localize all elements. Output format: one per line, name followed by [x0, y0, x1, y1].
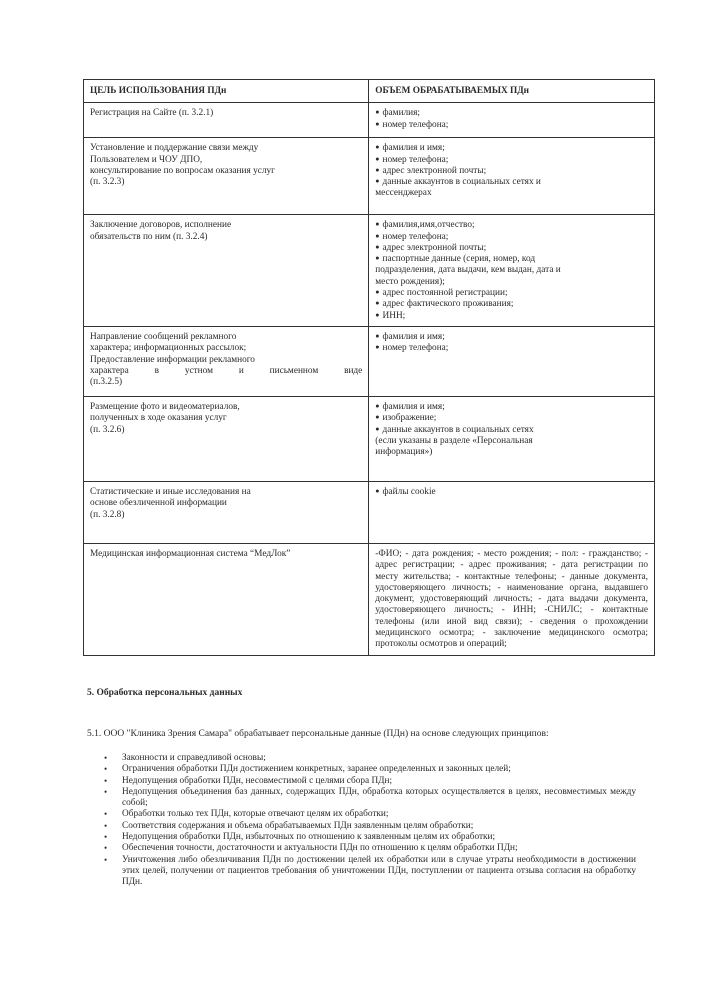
data-item: ● фамилия и имя; — [375, 402, 648, 413]
purpose-line: Установление и поддержание связи между — [90, 143, 259, 154]
purpose-line: (п. 3.2.8) — [90, 509, 125, 520]
purpose-line: (п. 3.2.6) — [90, 424, 125, 435]
purpose-line: Направление сообщений рекламного — [90, 331, 237, 342]
data-item: ● номер телефона; — [375, 120, 648, 131]
table-row — [84, 215, 655, 327]
data-item: ● фамилия,имя,отчество; — [375, 220, 648, 231]
purpose-line: Медицинская информационная система “МедЛок” — [90, 548, 291, 559]
purpose-line: характера в устном и письменном виде — [90, 365, 363, 376]
purpose-cell — [84, 138, 369, 215]
purpose-line: (п.3.2.5) — [90, 377, 123, 388]
section-intro: 5.1. ООО "Клиника Зрения Самара" обрабатывает персональные данные (ПДн) на основе следующих принципов: — [87, 729, 549, 739]
data-item: ● паспортные данные (серия, номер, код подразделения, дата выдачи, кем выдан, дата и место рождения); — [375, 254, 565, 288]
purpose-line: характера; информационных рассылок; — [90, 343, 247, 354]
data-item: ● фамилия и имя; — [375, 143, 648, 154]
purpose-cell — [84, 215, 369, 327]
bullet-icon: • — [104, 775, 108, 786]
data-item: ● изображение; — [375, 413, 648, 424]
data-item: ● фамилия и имя; — [375, 332, 648, 343]
data-item: ● номер телефона; — [375, 155, 648, 166]
data-item: ● данные аккаунтов в социальных сетях и мессенджерах — [375, 177, 555, 200]
list-item: • Недопущения объединения баз данных, содержащих ПДн, обработка которых осуществляется в целях, несовместимых между собой; — [104, 786, 636, 809]
bullet-icon: • — [104, 820, 108, 831]
list-item: • Уничтожения либо обезличивания ПДн по достижении целей их обработки или в случае утраты необходимости в достижении этих целей, получении от пациентов требования об уничтожении ПДн, поступлении от пациента отзыва согласия на обработку ПДн. — [104, 854, 636, 888]
table-row — [84, 481, 655, 543]
data-cell — [369, 138, 655, 215]
list-item: • Соответствия содержания и объема обрабатываемых ПДн заявленным целям обработки; — [104, 820, 474, 831]
table-row — [84, 326, 655, 396]
data-item: ● фамилия; — [375, 108, 648, 119]
data-item: ● данные аккаунтов в социальных сетях (если указаны в разделе «Персональная информация») — [375, 425, 555, 459]
data-cell — [369, 215, 655, 327]
bullet-icon: • — [104, 832, 108, 843]
table-row — [84, 543, 655, 655]
purpose-line: обязательств по ним (п. 3.2.4) — [90, 231, 208, 242]
data-cell — [369, 396, 655, 481]
section-title: 5. Обработка персональных данных — [87, 688, 243, 698]
purpose-line: (п. 3.2.3) — [90, 177, 125, 188]
purpose-line: Статистические и иные исследования на — [90, 486, 251, 497]
pd-purpose-table — [83, 79, 655, 656]
data-cell — [369, 481, 655, 543]
purpose-line: основе обезличенной информации — [90, 498, 227, 509]
list-item: • Ограничения обработки ПДн достижением конкретных, заранее определенных и законных целей; — [104, 764, 511, 775]
purpose-cell — [84, 103, 369, 138]
list-item: • Законности и справедливой основы; — [104, 753, 266, 763]
purpose-line: Пользователем и ЧОУ ДПО, — [90, 154, 203, 165]
purpose-cell — [84, 326, 369, 396]
bullet-icon: • — [104, 753, 108, 763]
data-cell — [369, 103, 655, 138]
list-item: • Обработки только тех ПДн, которые отвечают целям их обработки; — [104, 809, 389, 820]
purpose-line: консультирование по вопросам оказания услуг — [90, 165, 275, 176]
bullet-icon: • — [104, 843, 108, 854]
purpose-cell — [84, 543, 369, 655]
table-row — [84, 396, 655, 481]
medlok-data-text: -ФИО; - дата рождения; - место рождения; - пол: - гражданство; - адрес регистрации; - адрес проживания; - дата регистрации по месту жительства; - контактные телефоны; - данные документа, удостоверяющего личность; - наименование органа, выдавшего документ, удостоверяющий личность; - дата выдачи документа, удостоверяющего личность; - ИНН; -СНИЛС; - контактные телефоны (или иной вид связи); - сведения о прохождении медицинского осмотра; - заключение медицинского осмотра; протоколы осмотров и операций; — [375, 548, 648, 650]
list-item: • Обеспечения точности, достаточности и актуальности ПДн по отношению к целям обработки ПДн; — [104, 843, 518, 854]
bullet-icon: • — [104, 809, 108, 820]
data-cell — [369, 326, 655, 396]
data-item: ● адрес постоянной регистрации; — [375, 288, 648, 299]
table-header-row — [84, 80, 655, 103]
table-row — [84, 103, 655, 138]
data-item: ● адрес фактического проживания; — [375, 299, 648, 310]
column-header-data-volume: ОБЪЕМ ОБРАБАТЫВАЕМЫХ ПДн — [369, 80, 655, 103]
data-cell — [369, 543, 655, 655]
bullet-icon: • — [104, 764, 108, 775]
bullet-icon: • — [104, 854, 108, 865]
column-header-purpose: ЦЕЛЬ ИСПОЛЬЗОВАНИЯ ПДн — [84, 80, 369, 103]
purpose-line: Регистрация на Сайте (п. 3.2.1) — [90, 108, 214, 119]
data-item: ● файлы cookie — [375, 487, 648, 498]
purpose-line: Заключение договоров, исполнение — [90, 220, 232, 231]
list-item: • Недопущения обработки ПДн, несовместимой с целями сбора ПДн; — [104, 775, 393, 786]
data-item: ● ИНН; — [375, 311, 648, 322]
purpose-cell — [84, 396, 369, 481]
data-item: ● номер телефона; — [375, 232, 648, 243]
purpose-line: полученных в ходе оказания услуг — [90, 413, 227, 424]
purpose-cell — [84, 481, 369, 543]
bullet-icon: • — [104, 786, 108, 797]
table-row — [84, 138, 655, 215]
data-item: ● адрес электронной почты; — [375, 243, 648, 254]
principles-list — [104, 753, 636, 889]
list-item: • Недопущения обработки ПДн, избыточных по отношению к заявленным целям их обработки; — [104, 832, 496, 843]
purpose-line: Предоставление информации рекламного — [90, 354, 255, 365]
data-item: ● номер телефона; — [375, 343, 648, 354]
data-item: ● адрес электронной почты; — [375, 166, 648, 177]
purpose-line: Размещение фото и видеоматериалов, — [90, 401, 240, 412]
